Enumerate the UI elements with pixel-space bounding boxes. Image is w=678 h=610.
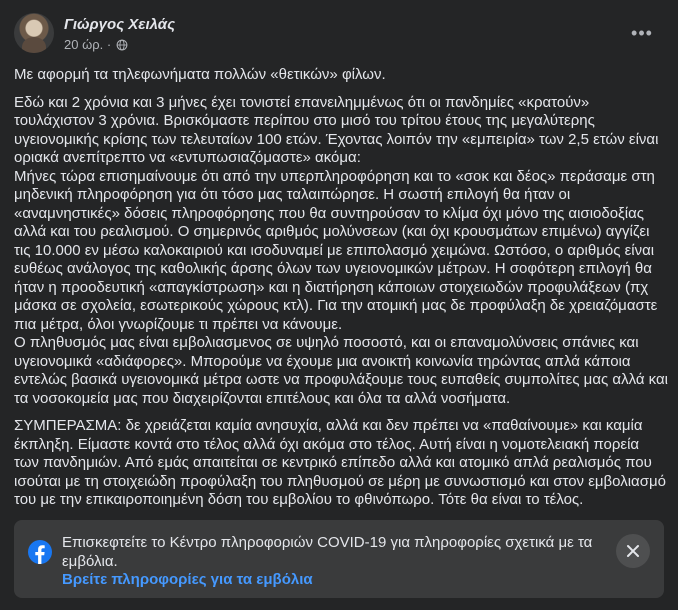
covid-info-box — [14, 520, 664, 598]
info-box-text: Επισκεφτείτε το Κέντρο πληροφοριών COVID-19 για πληροφορίες σχετικά με τα εμβόλια. — [62, 534, 593, 570]
post-paragraph: Ο πληθυσμός μας είναι εμβολιασμενος σε υψηλό ποσοστό, και οι επαναμολύνσεις σπάνιες και υγειονομικά «αδιάφορες». Μπορούμε να έχουμε μια ανοικτή κοινωνία τηρώντας απλά κάποια εντελώς βασικά υγειονομικά μέτρα ωστε να προφυλάξουμε τους ευπαθείς συμπολίτες μας αλλά και τα νοσοκομεία μας που διαχειρίζονται επιτέλους και όλα τα αλλά νοσήματα. — [14, 334, 669, 407]
post-meta — [64, 37, 128, 52]
post-paragraph: ΣΥΜΠΕΡΑΣΜΑ: δε χρειάζεται καμία ανησυχία, αλλά και δεν πρέπει να «παθαίνουμε» και καμία έκπληξη. Είμαστε κοντά στο τέλος αλλά όχι ακόμα στο τέλος. Αυτή είναι η νομοτελειακή πορεία των πανδημιών. Από εμάς απαιτείται σε κεντρικό επίπεδο αλλά και ατομικό απλά ρεαλισμός που ισούται με τη στοιχειώδη προφύλαξη του πληθυσμού σε μέρη με συνωστισμό και στον εμβολιασμό του με την επικαιροποιημένη δόση του εμβολίου το φθινόπωρο. Τότε θα είναι το τέλος. — [14, 417, 666, 508]
author-avatar[interactable] — [14, 13, 54, 53]
post-body — [14, 66, 668, 510]
close-button[interactable] — [616, 534, 650, 568]
post-paragraph: Εδώ και 2 χρόνια και 3 μήνες έχει τονιστεί επανειλημμένως ότι οι πανδημίες «κρατούν» τουλάχιστον 3 χρόνια. Βρισκόμαστε περίπου στο μισό του τρίτου έτους της μεγαλύτερης υγειονομικής κρίσης των τελευταίων 100 ετών. Έχοντας λοιπόν την «εμπειρία» των 2,5 ετών είναι οριακά ανεπίτρεπτο να «εντυπωσιαζόμαστε» ακόμα: — [14, 93, 659, 166]
globe-icon — [116, 39, 128, 51]
post-header — [14, 13, 664, 57]
close-icon — [626, 544, 640, 558]
post-time[interactable]: 20 ώρ. · — [64, 37, 112, 52]
post-paragraph: Με αφορμή τα τηλεφωνήματα πολλών «θετικών» φίλων. — [14, 66, 386, 83]
author-name[interactable]: Γιώργος Χειλάς — [64, 16, 176, 33]
facebook-icon — [28, 540, 52, 564]
more-options-icon[interactable]: ••• — [631, 23, 653, 43]
post-paragraph: Μήνες τώρα επισημαίνουμε ότι από την υπερπληροφόρηση και το «σοκ και δέος» περάσαμε στη μηδενική πληροφόρηση για ότι τόσο μας ταλαιπώρησε. Η σωστή επιλογή θα ήταν οι «αναμνηστικές» δόσεις πληροφόρησης που θα συντηρούσαν το κλίμα όχι μόνο της αισιοδοξίας αλλά και του ρεαλισμού. Ο σημερινός αριθμός μολύνσεων (και όχι κρουσμάτων επιμένω) αγγίζει τις 10.000 εν μέσω καλοκαιριού και ισοδυναμεί με επιπολασμό χειμώνα. Ωστόσο, ο αριθμός είναι ευθέως ανάλογος της καθολικής άρσης όλων των υγειονομικών μέτρων. Η σοφότερη επιλογή θα ήταν η προοδευτική «απαγκίστρωση» και η διατήρηση κάποιων στοιχειωδών προφυλάξεων (πχ μάσκα σε σχολεία, εσωτερικούς χώρους κτλ). Για την ατομική μας δε προφύλαξη δε χρειαζόμαστε πια μέτρα, όλοι γνωρίζουμε τι πρέπει να κάνουμε. — [14, 167, 658, 333]
vaccine-info-link[interactable]: Βρείτε πληροφορίες για τα εμβόλια — [62, 571, 313, 588]
